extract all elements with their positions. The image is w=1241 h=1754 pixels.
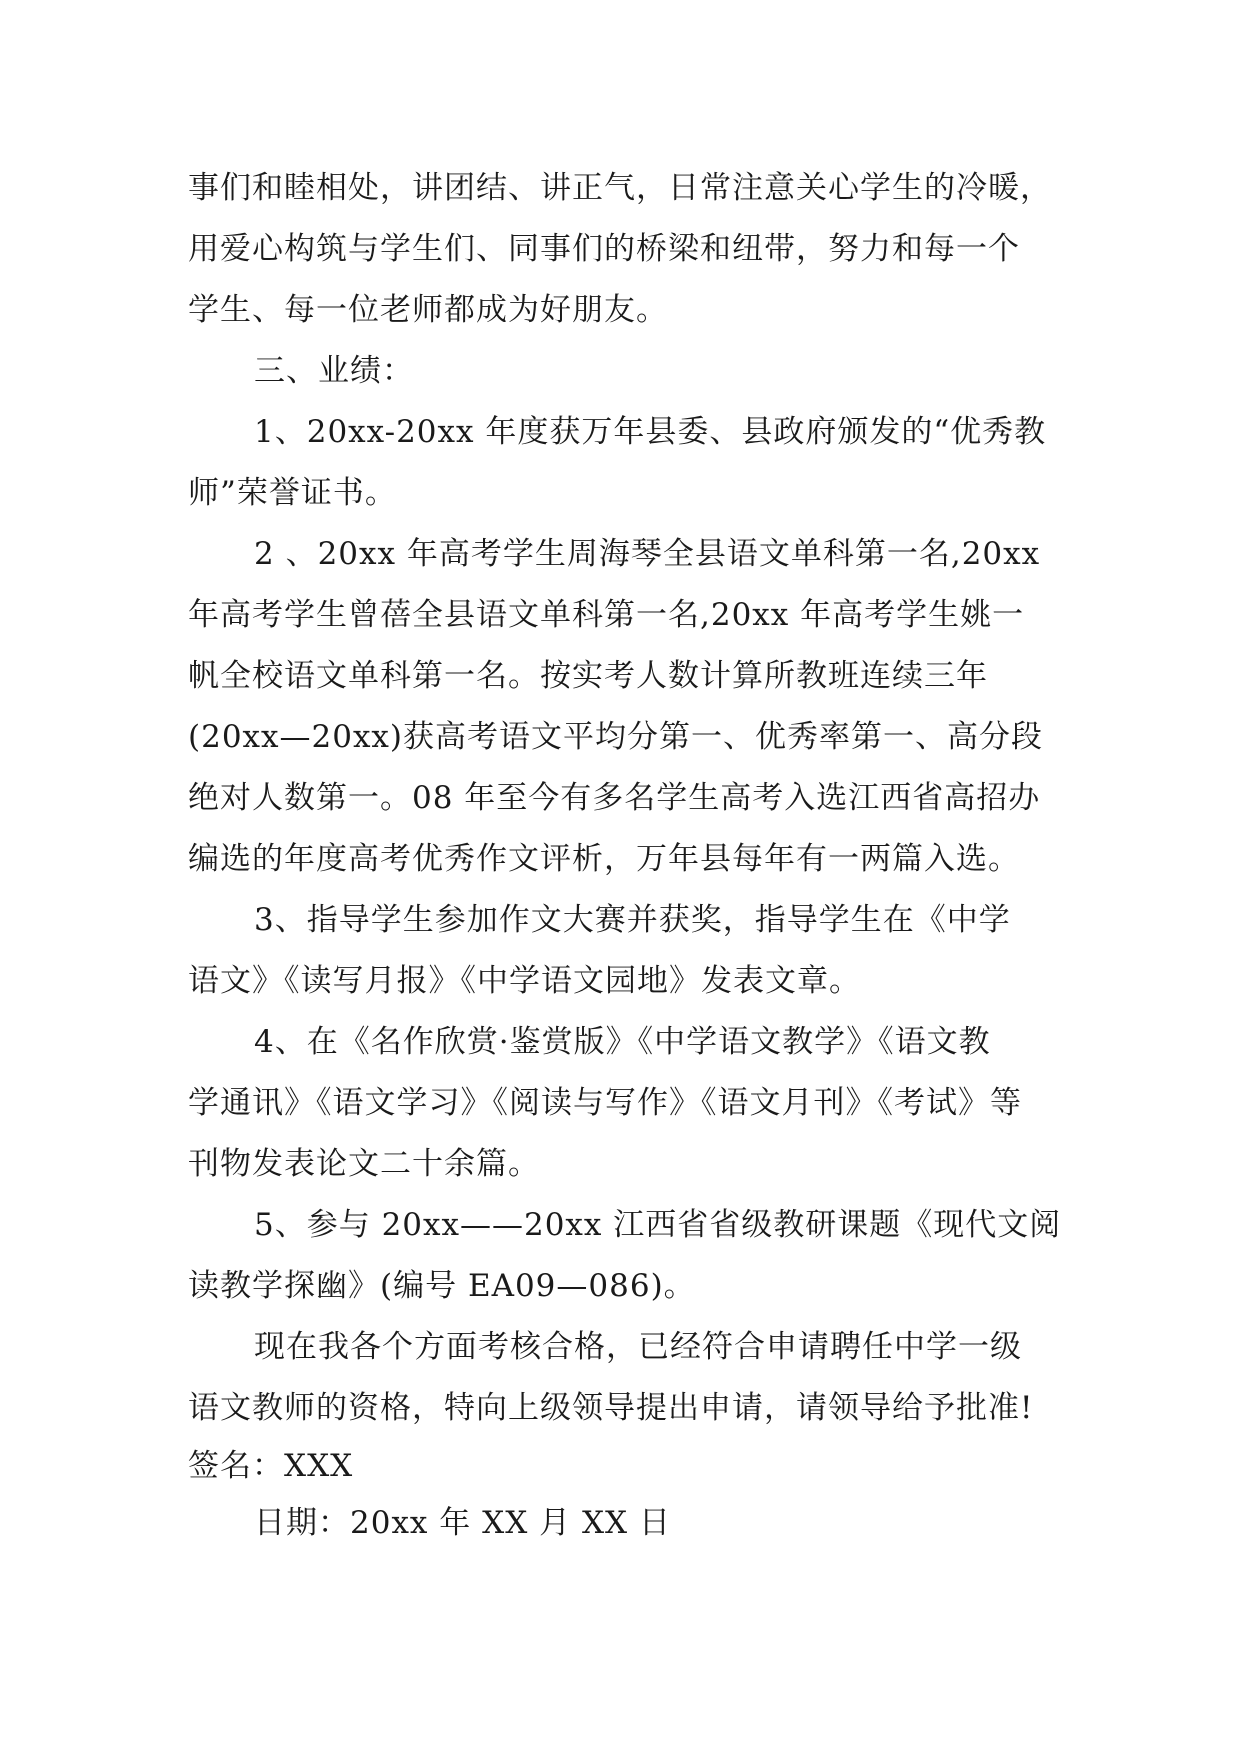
text-line: 年高考学生曾蓓全县语文单科第一名,20xx 年高考学生姚一 [188,597,1025,633]
text-line: 读教学探幽》(编号 EA09—086)。 [188,1268,696,1304]
signature-line: 签名：XXX [188,1448,354,1484]
text-line: 1、20xx-20xx 年度获万年县委、县政府颁发的“优秀教 [254,414,1047,450]
text-line: 师”荣誉证书。 [188,475,397,511]
text-line: 语文教师的资格，特向上级领导提出申请，请领导给予批准! [188,1390,1034,1426]
text-line: 编选的年度高考优秀作文评析，万年县每年有一两篇入选。 [188,841,1020,877]
text-line: 4、在《名作欣赏·鉴赏版》《中学语文教学》《语文教 [254,1024,991,1060]
text-line: 语文》《读写月报》《中学语文园地》发表文章。 [188,963,861,999]
text-line: 帆全校语文单科第一名。按实考人数计算所教班连续三年 [188,658,988,694]
text-line: (20xx—20xx)获高考语文平均分第一、优秀率第一、高分段 [188,719,1044,755]
date-line: 日期：20xx 年 XX 月 XX 日 [254,1505,671,1541]
text-line: 事们和睦相处，讲团结、讲正气，日常注意关心学生的冷暖， [188,170,1052,206]
document-body [188,158,1062,1554]
text-line: 5、参与 20xx——20xx 江西省省级教研课题《现代文阅 [254,1207,1062,1243]
text-line: 3、指导学生参加作文大赛并获奖，指导学生在《中学 [254,902,1011,938]
text-line: 用爱心构筑与学生们、同事们的桥梁和纽带，努力和每一个 [188,231,1020,267]
text-line: 绝对人数第一。08 年至今有多名学生高考入选江西省高招办 [188,780,1041,816]
text-line: 刊物发表论文二十余篇。 [188,1146,540,1182]
text-line: 学生、每一位老师都成为好朋友。 [188,292,668,328]
text-line: 学通讯》《语文学习》《阅读与写作》《语文月刊》《考试》等 [188,1085,1022,1121]
text-line: 2 、20xx 年高考学生周海琴全县语文单科第一名,20xx [254,536,1041,572]
section-heading: 三、业绩： [254,353,414,389]
text-line: 现在我各个方面考核合格，已经符合申请聘任中学一级 [254,1329,1022,1365]
